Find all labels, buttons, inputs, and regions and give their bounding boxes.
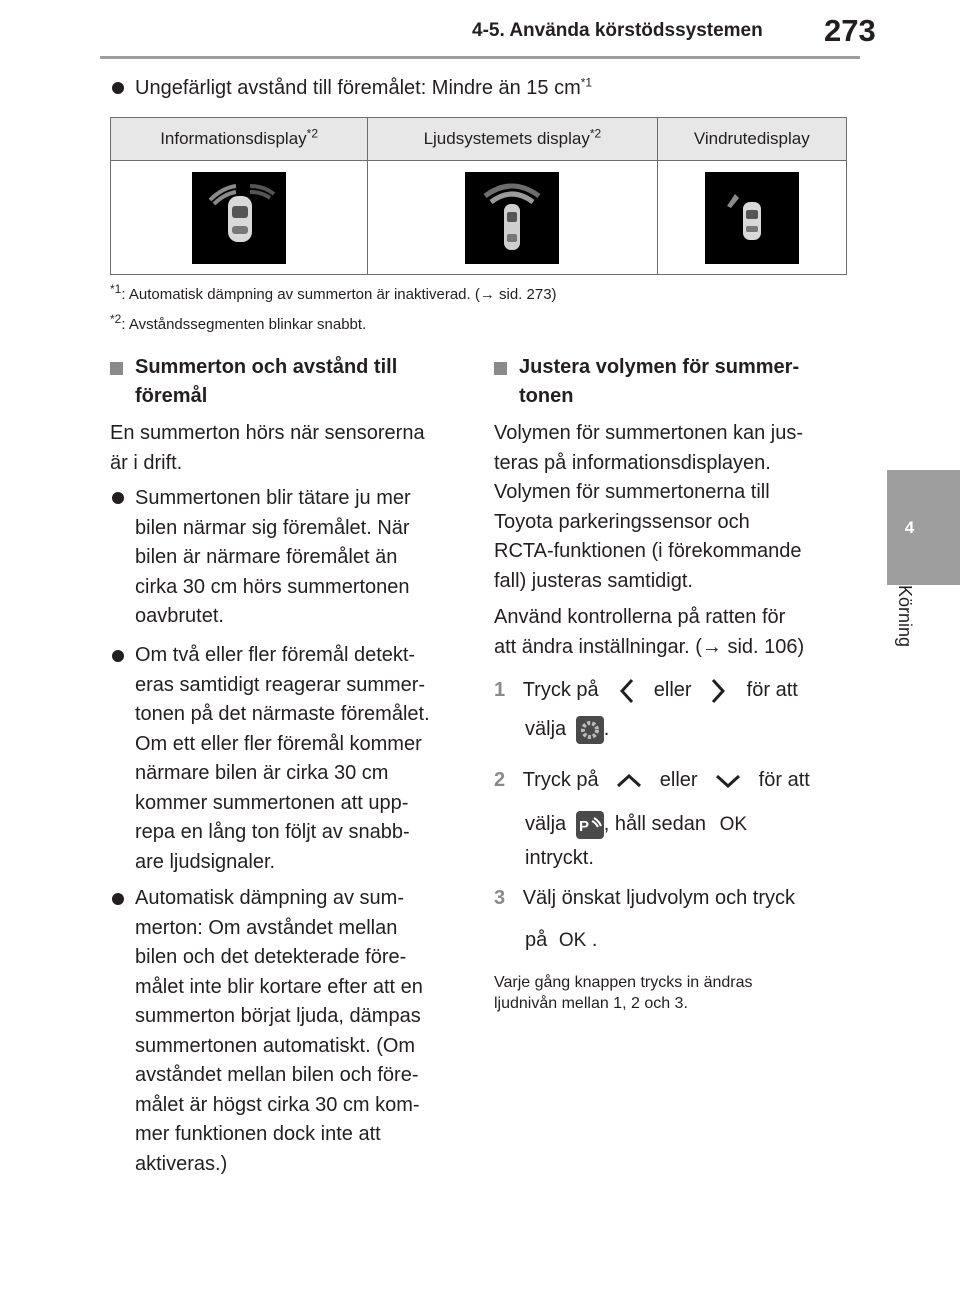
gear-icon — [576, 716, 604, 744]
step-2-line-2: välja P , håll sedan OK — [525, 810, 747, 840]
footnote-2: $^{*2}$: Avståndssegmenten blinkar snabbt. — [110, 312, 367, 333]
header-rule — [100, 56, 860, 59]
chevron-up-icon — [616, 774, 642, 788]
windshield-display-image-cell — [657, 161, 846, 275]
col-audio-display: Ljudsystemets display$^{*2}$ — [368, 118, 657, 161]
ok-button-glyph: OK — [558, 930, 587, 951]
windshield-display-image — [705, 172, 799, 264]
intro-bullet-text: Ungefärligt avstånd till föremålet: Mindre än 15 $cm^{*1}$ — [135, 75, 593, 99]
note: Varje gång knappen trycks in ändras ljudnivån mellan 1, 2 och 3. — [494, 974, 753, 1012]
left-bullet-3: Automatisk dämpning av sum- merton: Om avståndet mellan bilen och det detekterade före- målet inte blir kortare efter att en summerton börjat ljuda, dämpas summertonen automatiskt. (Om avståndet mellan bilen och före- målet är högst cirka 30 cm kom- mer funktionen dock inte att aktiveras.) — [135, 887, 423, 1175]
arrow-icon: → — [701, 635, 722, 658]
chapter-number: 4 — [904, 518, 915, 537]
info-display-image-cell — [111, 161, 368, 275]
chevron-right-icon — [711, 678, 725, 704]
step-1-line-1: 1 Tryck på eller för att — [494, 676, 798, 706]
col-info-display: Informationsdisplay$^{*2}$ — [111, 118, 368, 161]
square-bullet-icon — [110, 362, 123, 375]
step-2-line-1: 2 Tryck på eller för att — [494, 769, 810, 791]
svg-text:P: P — [578, 817, 589, 835]
step-3-line-1: 3 Välj önskat ljudvolym och tryck — [494, 887, 796, 909]
right-paragraph-1: Volymen för summertonen kan jus- teras på informationsdisplayen. Volymen för summertonerna till Toyota parkeringssensor och RCTA-funktionen (i förekommande fall) justeras samtidigt. — [494, 422, 804, 592]
step-1-line-2: välja . — [525, 715, 609, 745]
footnote-1: $^{*1}$: Automatisk dämpning av summerton är inaktiverad. (→ sid. 273) — [110, 282, 557, 303]
square-bullet-icon — [494, 362, 507, 375]
left-bullet-1: Summertonen blir tätare ju mer bilen närmar sig föremålet. När bilen är närmare föremålet än cirka 30 cm hörs summertonen oavbrutet. — [135, 487, 411, 627]
left-paragraph: En summerton hörs när sensorerna är i drift. — [110, 422, 425, 474]
chevron-down-icon — [715, 774, 741, 788]
bullet-icon — [112, 82, 124, 94]
info-display-image — [192, 172, 286, 264]
bullet-icon — [112, 492, 124, 504]
step-2-line-3: intryckt. — [525, 847, 594, 869]
parking-sensor-icon — [576, 811, 604, 839]
bullet-icon — [112, 650, 124, 662]
ok-button-glyph: OK — [719, 814, 748, 835]
audio-display-image-cell — [368, 161, 657, 275]
chapter-label: Körning — [895, 585, 915, 648]
bullet-icon — [112, 893, 124, 905]
display-table — [110, 117, 847, 275]
arrow-icon: → — [479, 286, 495, 303]
chevron-left-icon — [620, 678, 634, 704]
left-bullet-2: Om två eller fler föremål detekt- eras samtidigt reagerar summer- tonen på det närmaste föremålet. Om ett eller fler föremål kommer närmare bilen är cirka 30 cm kommer summertonen att upp- repa en lång ton följt av snabb- are ljudsignaler. — [135, 644, 430, 873]
section-title: 4-5. Använda körstödssystemen — [472, 20, 763, 41]
step-3-line-2: på OK . — [525, 929, 598, 951]
right-paragraph-2: Använd kontrollerna på ratten för att ändra inställningar. (→ sid. 106) — [494, 606, 805, 658]
audio-display-image — [465, 172, 559, 264]
page-number: 273 — [824, 13, 876, 48]
col-windshield-display: Vindrutedisplay — [657, 118, 846, 161]
